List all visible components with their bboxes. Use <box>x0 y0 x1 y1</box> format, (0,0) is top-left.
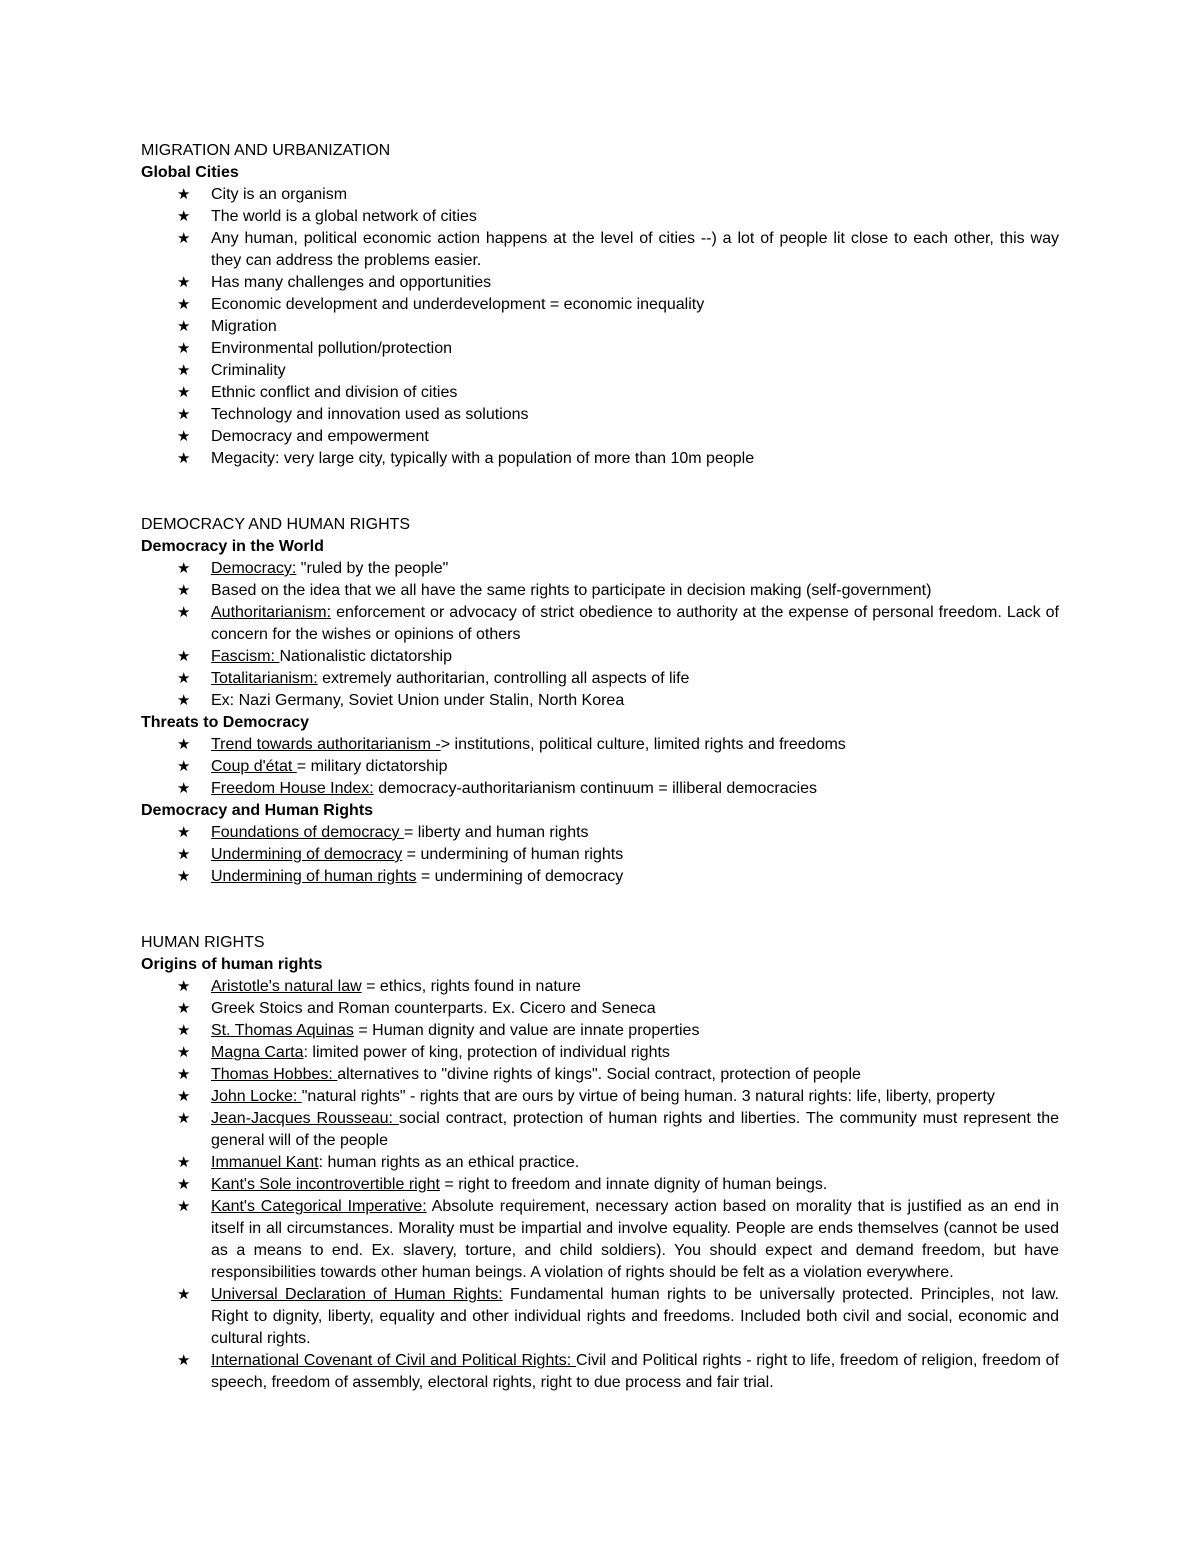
list-item <box>141 1196 1059 1284</box>
star-icon: ★ <box>177 428 191 445</box>
underlined-term: St. Thomas Aquinas <box>211 1022 354 1039</box>
list-item <box>141 294 1059 316</box>
list-item <box>141 976 1059 998</box>
list-item <box>141 580 1059 602</box>
underlined-term: John Locke: <box>211 1088 302 1105</box>
list-item <box>141 756 1059 778</box>
list-item <box>141 228 1059 272</box>
underlined-term: Trend towards authoritarianism - <box>211 736 441 753</box>
star-icon: ★ <box>177 384 191 401</box>
list-item <box>141 866 1059 888</box>
list-item <box>141 1020 1059 1042</box>
star-icon: ★ <box>177 868 191 885</box>
star-icon: ★ <box>177 340 191 357</box>
star-icon: ★ <box>177 648 191 665</box>
list-item <box>141 998 1059 1020</box>
underlined-term: Immanuel Kant <box>211 1154 319 1171</box>
list-item <box>141 1108 1059 1152</box>
underlined-term: Totalitarianism: <box>211 670 318 687</box>
list-item <box>141 1042 1059 1064</box>
list-item <box>141 404 1059 426</box>
item-text: Megacity: very large city, typically with a population of more than 10m people <box>211 450 755 467</box>
item-text: Ex: Nazi Germany, Soviet Union under Stalin, North Korea <box>211 692 625 709</box>
bullet-list <box>141 822 1059 888</box>
list-item <box>141 1350 1059 1394</box>
list-item <box>141 448 1059 470</box>
item-text: = Human dignity and value are innate properties <box>353 1022 700 1039</box>
star-icon: ★ <box>177 692 191 709</box>
list-item <box>141 272 1059 294</box>
star-icon: ★ <box>177 318 191 335</box>
star-icon: ★ <box>177 560 191 577</box>
item-text: democracy-authoritarianism continuum = illiberal democracies <box>373 780 818 797</box>
subsection-heading: Democracy and Human Rights <box>141 802 374 819</box>
star-icon: ★ <box>177 1110 191 1127</box>
item-text: : human rights as an ethical practice. <box>318 1154 580 1171</box>
item-text: Economic development and underdevelopment = economic inequality <box>211 296 705 313</box>
bullet-list <box>141 734 1059 800</box>
item-text: = military dictatorship <box>296 758 448 775</box>
item-text: = ethics, rights found in nature <box>361 978 581 995</box>
star-icon: ★ <box>177 1088 191 1105</box>
list-item <box>141 1152 1059 1174</box>
underlined-term: Authoritarianism: <box>211 604 332 621</box>
section-title: DEMOCRACY AND HUMAN RIGHTS <box>141 516 411 533</box>
list-item <box>141 382 1059 404</box>
item-text: Absolute requirement, necessary action based on morality that is justified as an end in itself in all circumstances. Morality must be impartial and involve equality. People are ends themselves (cannot be used as a means to end. Ex. slavery, torture, and child soldiers). You should expect and demand freedom, but have responsibilities towards other human beings. A violation of rights should be felt as a violation everywhere. <box>211 1198 1059 1281</box>
underlined-term: Jean-Jacques Rousseau: <box>211 1110 399 1127</box>
bullet-list <box>141 976 1059 1394</box>
list-item <box>141 206 1059 228</box>
underlined-term: Kant's Categorical Imperative: <box>211 1198 427 1215</box>
item-text: = liberty and human rights <box>404 824 589 841</box>
item-text: Based on the idea that we all have the same rights to participate in decision making (self-government) <box>211 582 932 599</box>
underlined-term: Freedom House Index: <box>211 780 374 797</box>
bullet-list <box>141 558 1059 712</box>
list-item <box>141 426 1059 448</box>
underlined-term: Kant's Sole incontrovertible right <box>211 1176 440 1193</box>
star-icon: ★ <box>177 1286 191 1303</box>
star-icon: ★ <box>177 670 191 687</box>
item-text: Greek Stoics and Roman counterparts. Ex. Cicero and Seneca <box>211 1000 656 1017</box>
star-icon: ★ <box>177 582 191 599</box>
star-icon: ★ <box>177 450 191 467</box>
star-icon: ★ <box>177 208 191 225</box>
star-icon: ★ <box>177 846 191 863</box>
underlined-term: Democracy: <box>211 560 297 577</box>
item-text: Any human, political economic action happens at the level of cities --) a lot of people lit close to each other, this way they can address the problems easier. <box>211 230 1059 269</box>
star-icon: ★ <box>177 1154 191 1171</box>
underlined-term: Foundations of democracy <box>211 824 404 841</box>
item-text: Nationalistic dictatorship <box>279 648 452 665</box>
item-text: alternatives to "divine rights of kings". Social contract, protection of people <box>337 1066 861 1083</box>
document-content <box>141 140 1059 1394</box>
item-text: Criminality <box>211 362 286 379</box>
underlined-term: Aristotle's natural law <box>211 978 362 995</box>
star-icon: ★ <box>177 1352 191 1369</box>
list-item <box>141 602 1059 646</box>
underlined-term: Magna Carta <box>211 1044 304 1061</box>
underlined-term: Thomas Hobbes: <box>211 1066 338 1083</box>
star-icon: ★ <box>177 1022 191 1039</box>
item-text: = undermining of human rights <box>402 846 624 863</box>
star-icon: ★ <box>177 1000 191 1017</box>
list-item <box>141 822 1059 844</box>
item-text: extremely authoritarian, controlling all aspects of life <box>317 670 690 687</box>
list-item <box>141 844 1059 866</box>
underlined-term: Undermining of human rights <box>211 868 417 885</box>
list-item <box>141 338 1059 360</box>
underlined-term: Coup d'état <box>211 758 297 775</box>
item-text: "ruled by the people" <box>296 560 449 577</box>
star-icon: ★ <box>177 406 191 423</box>
star-icon: ★ <box>177 1066 191 1083</box>
star-icon: ★ <box>177 296 191 313</box>
item-text: : limited power of king, protection of individual rights <box>303 1044 670 1061</box>
item-text: Migration <box>211 318 277 335</box>
underlined-term: International Covenant of Civil and Political Rights: <box>211 1352 577 1369</box>
item-text: "natural rights" - rights that are ours by virtue of being human. 3 natural rights: life, liberty, property <box>301 1088 995 1105</box>
list-item <box>141 1064 1059 1086</box>
item-text: enforcement or advocacy of strict obedience to authority at the expense of personal freedom. Lack of concern for the wishes or opinions of others <box>211 604 1059 643</box>
list-item <box>141 668 1059 690</box>
item-text: Civil and Political rights - right to life, freedom of religion, freedom of speech, freedom of assembly, electoral rights, right to due process and fair trial. <box>211 1352 1060 1391</box>
item-text: social contract, protection of human rights and liberties. The community must represent the general will of the people <box>211 1110 1059 1149</box>
star-icon: ★ <box>177 274 191 291</box>
star-icon: ★ <box>177 1044 191 1061</box>
subsection-heading: Threats to Democracy <box>141 714 310 731</box>
item-text: > institutions, political culture, limited rights and freedoms <box>440 736 846 753</box>
item-text: City is an organism <box>211 186 348 203</box>
list-item <box>141 690 1059 712</box>
item-text: The world is a global network of cities <box>211 208 477 225</box>
section-spacer <box>141 888 1059 932</box>
list-item <box>141 646 1059 668</box>
list-item <box>141 778 1059 800</box>
bullet-list <box>141 184 1059 470</box>
list-item <box>141 558 1059 580</box>
list-item <box>141 184 1059 206</box>
item-text: Democracy and empowerment <box>211 428 429 445</box>
list-item <box>141 734 1059 756</box>
section-title: MIGRATION AND URBANIZATION <box>141 142 391 159</box>
item-text: Ethnic conflict and division of cities <box>211 384 458 401</box>
underlined-term: Undermining of democracy <box>211 846 403 863</box>
section-title: HUMAN RIGHTS <box>141 934 265 951</box>
subsection-heading: Global Cities <box>141 164 239 181</box>
star-icon: ★ <box>177 230 191 247</box>
list-item <box>141 1086 1059 1108</box>
list-item <box>141 1284 1059 1350</box>
star-icon: ★ <box>177 186 191 203</box>
list-item <box>141 1174 1059 1196</box>
star-icon: ★ <box>177 604 191 621</box>
underlined-term: Universal Declaration of Human Rights: <box>211 1286 503 1303</box>
subsection-heading: Origins of human rights <box>141 956 323 973</box>
star-icon: ★ <box>177 824 191 841</box>
item-text: Environmental pollution/protection <box>211 340 453 357</box>
list-item <box>141 316 1059 338</box>
item-text: Fundamental human rights to be universally protected. Principles, not law. Right to dignity, liberty, equality and other individual rights and freedoms. Included both civil and social, economic and cultural rights. <box>211 1286 1059 1347</box>
section-spacer <box>141 470 1059 514</box>
list-item <box>141 360 1059 382</box>
star-icon: ★ <box>177 1176 191 1193</box>
item-text: = right to freedom and innate dignity of human beings. <box>439 1176 828 1193</box>
star-icon: ★ <box>177 736 191 753</box>
item-text: Has many challenges and opportunities <box>211 274 492 291</box>
star-icon: ★ <box>177 758 191 775</box>
item-text: Technology and innovation used as solutions <box>211 406 529 423</box>
underlined-term: Fascism: <box>211 648 280 665</box>
subsection-heading: Democracy in the World <box>141 538 324 555</box>
star-icon: ★ <box>177 362 191 379</box>
star-icon: ★ <box>177 1198 191 1215</box>
star-icon: ★ <box>177 780 191 797</box>
star-icon: ★ <box>177 978 191 995</box>
item-text: = undermining of democracy <box>416 868 624 885</box>
